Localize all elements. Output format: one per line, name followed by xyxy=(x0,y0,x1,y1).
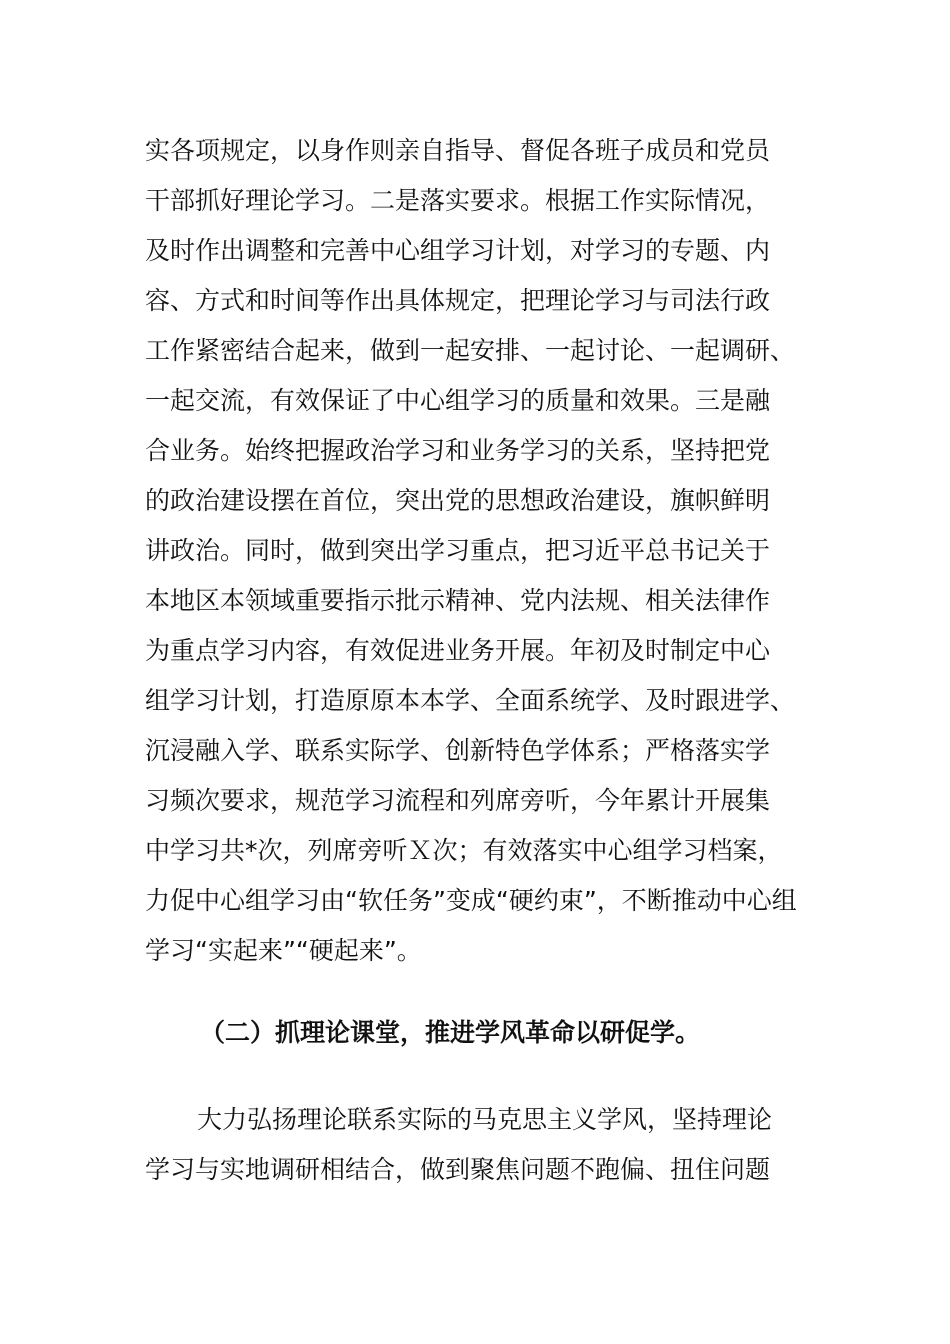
body-paragraph xyxy=(145,126,805,976)
text-line: 容、方式和时间等作出具体规定，把理论学习与司法行政 xyxy=(145,286,771,315)
text-line: 本地区本领域重要指示批示精神、党内法规、相关法律作 xyxy=(145,586,771,615)
text-line: 一起交流，有效保证了中心组学习的质量和效果。三是融 xyxy=(145,386,771,415)
text-line: 工作紧密结合起来，做到一起安排、一起讨论、一起调研、 xyxy=(145,336,796,365)
text-line: 及时作出调整和完善中心组学习计划，对学习的专题、内 xyxy=(145,236,771,265)
text-line: 干部抓好理论学习。二是落实要求。根据工作实际情况， xyxy=(145,186,771,215)
text-line: 组学习计划，打造原原本本学、全面系统学、及时跟进学、 xyxy=(145,686,796,715)
text-line: 力促中心组学习由“软任务”变成“硬约束”，不断推动中心组 xyxy=(145,886,797,915)
text-line: 为重点学习内容，有效促进业务开展。年初及时制定中心 xyxy=(145,636,771,665)
text-line: 实各项规定，以身作则亲自指导、督促各班子成员和党员 xyxy=(145,136,771,165)
text-line: 学习“实起来”“硬起来”。 xyxy=(145,936,422,965)
text-line: 的政治建设摆在首位，突出党的思想政治建设，旗帜鲜明 xyxy=(145,486,771,515)
section-heading xyxy=(200,1008,800,1058)
text-line: 学习与实地调研相结合，做到聚焦问题不跑偏、扭住问题 xyxy=(145,1155,771,1184)
section-heading-text: （二）抓理论课堂，推进学风革命以研促学。 xyxy=(200,1018,701,1047)
text-line: 沉浸融入学、联系实际学、创新特色学体系；严格落实学 xyxy=(145,736,771,765)
text-line: 中学习共*次，列席旁听Ｘ次；有效落实中心组学习档案， xyxy=(145,836,783,865)
text-line: 习频次要求，规范学习流程和列席旁听，今年累计开展集 xyxy=(145,786,771,815)
text-line: 大力弘扬理论联系实际的马克思主义学风，坚持理论 xyxy=(197,1105,773,1134)
text-line: 讲政治。同时，做到突出学习重点，把习近平总书记关于 xyxy=(145,536,771,565)
text-line: 合业务。始终把握政治学习和业务学习的关系，坚持把党 xyxy=(145,436,771,465)
body-paragraph xyxy=(145,1095,805,1195)
